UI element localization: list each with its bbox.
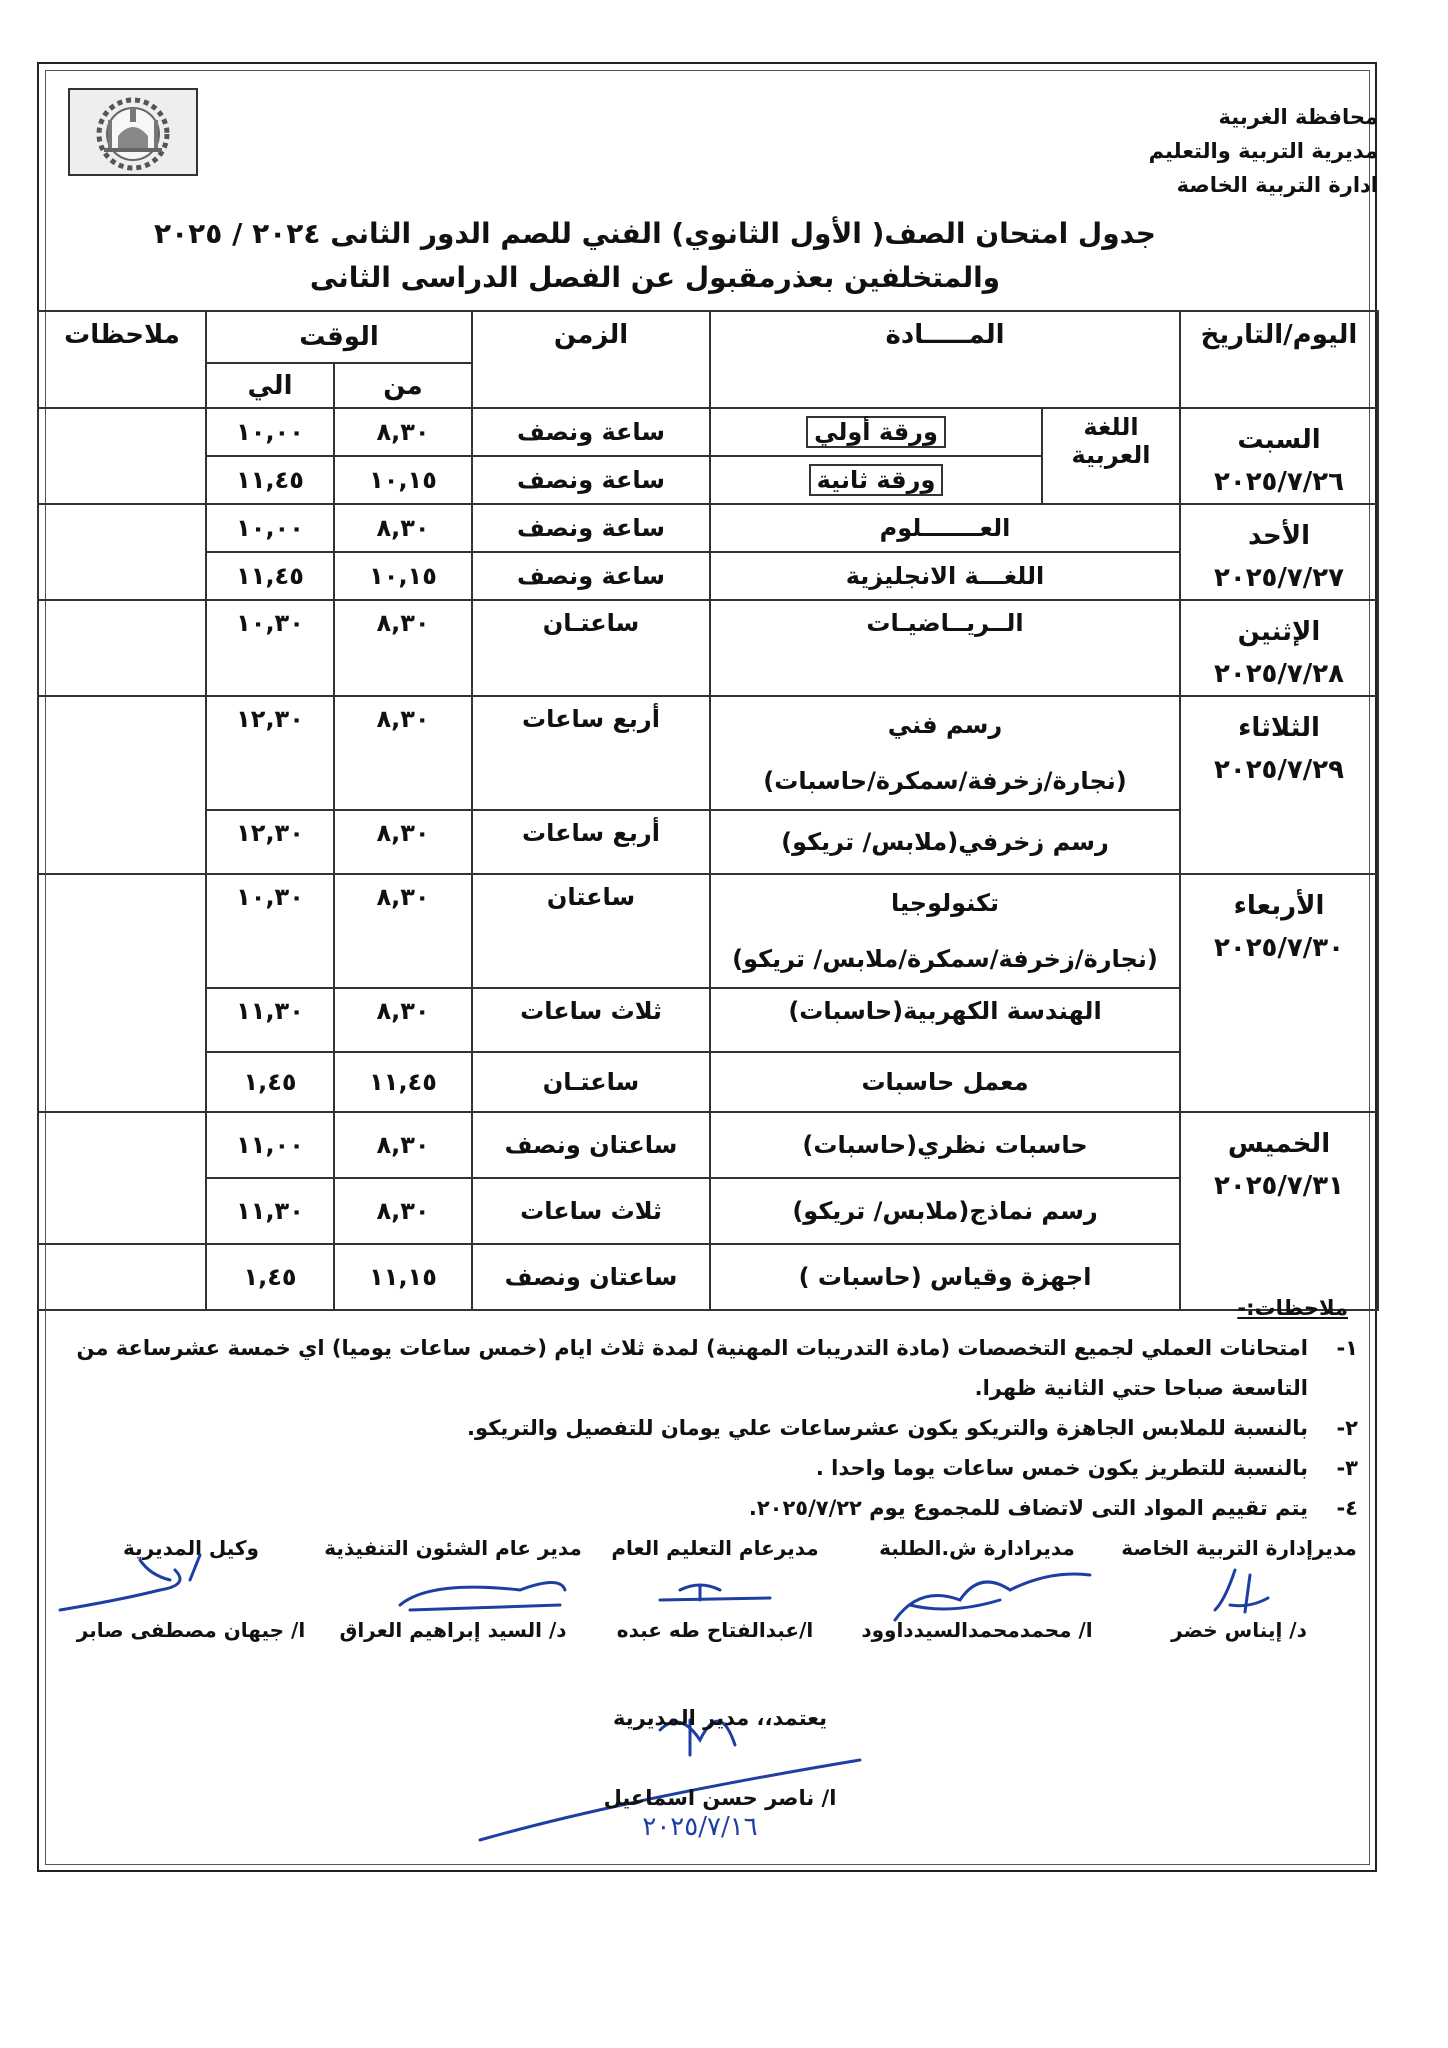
from-cell: ١٠,١٥	[334, 552, 472, 600]
note-text: امتحانات العملي لجميع التخصصات (مادة التدريبات المهنية) لمدة ثلاث ايام (خمس ساعات يوميا) اي خمسة عشرساعة من التاسعة صباحا حتي الثانية ظهرا.	[76, 1336, 1308, 1400]
to-cell: ١,٤٥	[206, 1244, 334, 1310]
to-cell: ١١,٤٥	[206, 552, 334, 600]
duration-cell: ساعتـان	[472, 600, 710, 696]
directorate-label: مديرية التربية والتعليم	[1148, 139, 1378, 163]
from-cell: ٨,٣٠	[334, 988, 472, 1052]
to-cell: ١٢,٣٠	[206, 696, 334, 810]
paper-label: ورقة أولي	[806, 416, 946, 448]
from-cell: ٨,٣٠	[334, 874, 472, 988]
signature-title: وكيل المديرية	[123, 1536, 259, 1560]
day-date: ٢٠٢٥/٧/٣٠	[1213, 933, 1345, 963]
subject-cell: اجهزة وقياس (حاسبات )	[710, 1244, 1180, 1310]
title-line-1: جدول امتحان الصف( الأول الثانوي) الفني للصم الدور الثانى ٢٠٢٤ / ٢٠٢٥	[154, 217, 1156, 250]
handwritten-date: ٢٠٢٥/٧/١٦	[642, 1812, 758, 1842]
to-cell: ١٠,٣٠	[206, 600, 334, 696]
to-cell: ١١,٣٠	[206, 1178, 334, 1244]
signature-mark	[660, 1585, 770, 1600]
day-name: الخميس	[1227, 1129, 1331, 1159]
duration-cell: ساعتـان	[472, 1052, 710, 1112]
duration-cell: ساعتان	[472, 874, 710, 988]
subject-cell: الــريــاضيـات	[710, 600, 1180, 696]
day-date: ٢٠٢٥/٧/٢٧	[1213, 563, 1345, 593]
approval-label: يعتمد،، مدير المديرية	[612, 1706, 828, 1730]
day-date: ٢٠٢٥/٧/٢٨	[1213, 659, 1345, 689]
header-time: الوقت	[206, 311, 472, 363]
from-cell: ٨,٣٠	[334, 1178, 472, 1244]
governorate-label: محافظة الغربية	[1218, 105, 1378, 129]
duration-cell: ثلاث ساعات	[472, 1178, 710, 1244]
approval-spacer	[560, 1738, 880, 1778]
signature-title: مديرادارة ش.الطلبة	[879, 1536, 1075, 1560]
from-cell: ١١,٤٥	[334, 1052, 472, 1112]
signature-mark	[1215, 1570, 1268, 1612]
signature-title: مديرعام التعليم العام	[611, 1536, 819, 1560]
day-name: الأربعاء	[1233, 891, 1325, 921]
signature-name: ا/ محمدمحمدالسيدداوود	[861, 1618, 1093, 1642]
subject-cell: الهندسة الكهربية(حاسبات)	[710, 988, 1180, 1052]
duration-cell: ساعتان ونصف	[472, 1244, 710, 1310]
to-cell: ١٠,٣٠	[206, 874, 334, 988]
subject-cell: حاسبات نظري(حاسبات)	[710, 1112, 1180, 1178]
signature-name: د/ السيد إبراهيم العراق	[339, 1618, 567, 1642]
header-day-date: اليوم/التاريخ	[1180, 311, 1378, 408]
note-text: بالنسبة للملابس الجاهزة والتريكو يكون عشرساعات علي يومان للتفصيل والتريكو.	[467, 1416, 1308, 1440]
duration-cell: ساعة ونصف	[472, 456, 710, 504]
subject-name: تكنولوجيا	[891, 889, 999, 917]
duration-cell: ساعة ونصف	[472, 504, 710, 552]
header-subject: المـــــادة	[710, 311, 1180, 408]
signature-name: د/ إيناس خضر	[1171, 1618, 1307, 1642]
signature-name: ا/عبدالفتاح طه عبده	[616, 1618, 814, 1642]
from-cell: ١٠,١٥	[334, 456, 472, 504]
approval-name: ا/ ناصر حسن اسماعيل	[603, 1786, 837, 1810]
subject-cell: اللغـــة الانجليزية	[710, 552, 1180, 600]
subject-detail: (نجارة/زخرفة/سمكرة/ملابس/ تريكو)	[732, 945, 1158, 973]
note-number: ٢-	[1336, 1416, 1358, 1440]
signature-mark	[895, 1574, 1090, 1620]
day-date: ٢٠٢٥/٧/٢٩	[1213, 755, 1345, 785]
note-number: ٤-	[1336, 1496, 1358, 1520]
note-text: بالنسبة للتطريز يكون خمس ساعات يوما واحدا .	[815, 1456, 1308, 1480]
to-cell: ١٢,٣٠	[206, 810, 334, 874]
duration-cell: أربع ساعات	[472, 696, 710, 810]
signature-title: مديرإدارة التربية الخاصة	[1121, 1536, 1357, 1560]
from-cell: ٨,٣٠	[334, 696, 472, 810]
from-cell: ٨,٣٠	[334, 810, 472, 874]
header-duration: الزمن	[472, 311, 710, 408]
day-name: السبت	[1237, 425, 1321, 455]
administration-label: ادارة التربية الخاصة	[1176, 173, 1378, 197]
duration-cell: ساعة ونصف	[472, 552, 710, 600]
to-cell: ١٠,٠٠	[206, 408, 334, 456]
notes-heading: ملاحظات:-	[1237, 1296, 1348, 1320]
note-number: ٣-	[1336, 1456, 1358, 1480]
subject-cell: اللغة العربية	[1042, 408, 1180, 504]
signature-mark	[400, 1583, 565, 1611]
approval-block	[560, 1698, 880, 1818]
subject-name: رسم فني	[887, 711, 1003, 739]
day-date: ٢٠٢٥/٧/٢٦	[1213, 467, 1345, 497]
duration-cell: ساعة ونصف	[472, 408, 710, 456]
day-name: الثلاثاء	[1238, 713, 1320, 743]
day-name: الإثنين	[1237, 617, 1321, 647]
from-cell: ٨,٣٠	[334, 504, 472, 552]
title-line-2: والمتخلفين بعذرمقبول عن الفصل الدراسى الثانى	[309, 261, 1001, 294]
day-name: الأحد	[1247, 521, 1311, 551]
subject-cell: رسم نماذج(ملابس/ تريكو)	[710, 1178, 1180, 1244]
from-cell: ١١,١٥	[334, 1244, 472, 1310]
subject-cell: العـــــــلوم	[710, 504, 1180, 552]
to-cell: ١١,٣٠	[206, 988, 334, 1052]
duration-cell: ساعتان ونصف	[472, 1112, 710, 1178]
duration-cell: أربع ساعات	[472, 810, 710, 874]
signature-names-row	[60, 1618, 1370, 1642]
subject-cell: معمل حاسبات	[710, 1052, 1180, 1112]
to-cell: ١١,٤٥	[206, 456, 334, 504]
signature-mark	[60, 1555, 200, 1610]
signature-name: ا/ جيهان مصطفى صابر	[76, 1618, 306, 1642]
duration-cell: ثلاث ساعات	[472, 988, 710, 1052]
from-cell: ٨,٣٠	[334, 600, 472, 696]
paper-label: ورقة ثانية	[809, 464, 944, 496]
from-cell: ٨,٣٠	[334, 408, 472, 456]
signature-title: مدير عام الشئون التنفيذية	[324, 1536, 582, 1560]
header-to: الي	[206, 363, 334, 408]
header-notes: ملاحظات	[38, 311, 206, 408]
day-date: ٢٠٢٥/٧/٣١	[1213, 1171, 1345, 1201]
note-number: ١-	[1336, 1336, 1358, 1360]
to-cell: ١١,٠٠	[206, 1112, 334, 1178]
from-cell: ٨,٣٠	[334, 1112, 472, 1178]
to-cell: ١,٤٥	[206, 1052, 334, 1112]
note-text: يتم تقييم المواد التى لاتضاف للمجموع يوم ٢٠٢٥/٧/٢٢.	[748, 1496, 1308, 1520]
subject-cell: رسم زخرفي(ملابس/ تريكو)	[710, 810, 1180, 874]
subject-detail: (نجارة/زخرفة/سمكرة/حاسبات)	[763, 767, 1127, 795]
header-from: من	[334, 363, 472, 408]
to-cell: ١٠,٠٠	[206, 504, 334, 552]
